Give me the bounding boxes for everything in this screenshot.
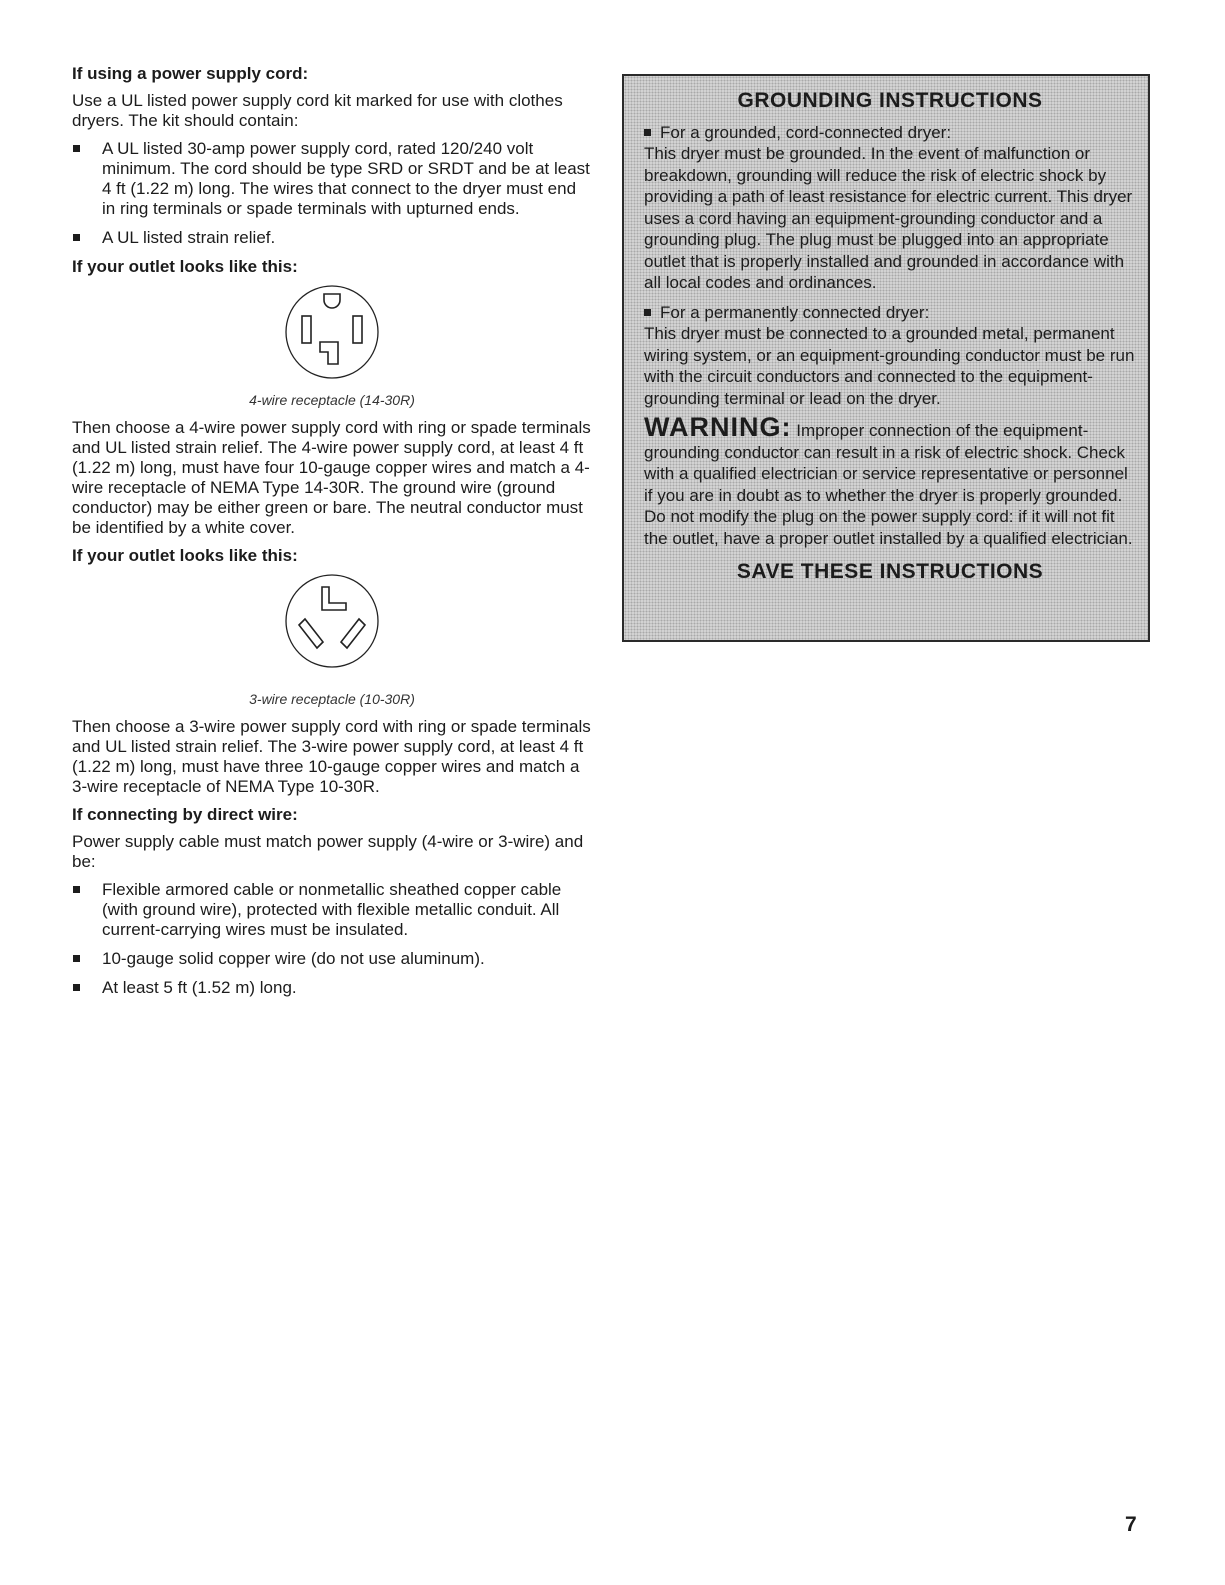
cord-kit-list (72, 139, 592, 248)
bullet-icon (73, 984, 80, 991)
direct-wire-intro: Power supply cable must match power supply (4-wire or 3-wire) and be: (72, 832, 584, 871)
outlet-heading-4-wire: If your outlet looks like this: (72, 257, 298, 276)
figure-caption: 4-wire receptacle (14-30R) (249, 392, 415, 408)
four-wire-receptacle-icon (284, 284, 380, 380)
page-number: 7 (1125, 1513, 1137, 1536)
bullet-icon (644, 129, 651, 136)
direct-wire-heading: If connecting by direct wire: (72, 805, 298, 824)
bullet-icon (73, 145, 80, 152)
four-wire-text: Then choose a 4-wire power supply cord with ring or spade terminals and UL listed strain relief. The 4-wire power supply cord, at least 4 ft (1.22 m) long, must have four 10-gauge copper wires and match a 4-wire receptacle of NEMA Type 14-30R. The ground wire (ground conductor) may be either green or bare. The neutral conductor must be identified by a white cover. (72, 418, 591, 537)
warning-text: Improper connection of the equipment-grounding conductor can result in a risk of electric shock. Check with a qualified electrician or service representative or personnel if you are in doubt as to whether the dryer is properly grounded. Do not modify the plug on the power supply cord: if it will not fit the outlet, have a proper outlet installed by a qualified electrician. (644, 421, 1133, 548)
cord-heading: If using a power supply cord: (72, 64, 309, 83)
bullet-icon (73, 234, 80, 241)
list-item (72, 228, 592, 248)
cord-connected-section (644, 122, 1136, 294)
permanent-connection-text: This dryer must be connected to a grounded metal, permanent wiring system, or an equipment-grounding conductor must be run with the circuit conductors and connected to the equipment-grounding terminal or lead on the dryer. (644, 324, 1135, 408)
bullet-icon (644, 309, 651, 316)
list-item (72, 880, 592, 940)
left-column (72, 64, 592, 1007)
warning-section (644, 412, 1136, 549)
save-instructions: SAVE THESE INSTRUCTIONS (736, 560, 1044, 583)
list-item-text: A UL listed 30-amp power supply cord, rated 120/240 volt minimum. The cord should be type SRD or SRDT and be at least 4 ft (1.22 m) long. The wires that connect to the dryer must end in ring terminals or spade terminals with upturned ends. (102, 139, 590, 218)
permanent-connection-label: For a permanently connected dryer: (660, 302, 930, 322)
list-item (72, 139, 592, 219)
three-wire-receptacle-icon (284, 573, 380, 669)
cord-connected-text: This dryer must be grounded. In the event of malfunction or breakdown, grounding will reduce the risk of electric shock by providing a path of least resistance for electric current. This dryer uses a cord having an equipment-grounding conductor and a grounding plug. The plug must be plugged into an appropriate outlet that is properly installed and grounded in accordance with all local codes and ordinances. (644, 144, 1133, 292)
list-item (72, 978, 592, 998)
cord-intro: Use a UL listed power supply cord kit marked for use with clothes dryers. The kit should contain: (72, 91, 563, 130)
figure-3-wire (72, 573, 592, 707)
three-wire-text: Then choose a 3-wire power supply cord with ring or spade terminals and UL listed strain relief. The 3-wire power supply cord, at least 4 ft (1.22 m) long, must have three 10-gauge copper wires and match a 3-wire receptacle of NEMA Type 10-30R. (72, 717, 591, 796)
list-item-text: At least 5 ft (1.52 m) long. (102, 978, 297, 997)
list-item-text: Flexible armored cable or nonmetallic sheathed copper cable (with ground wire), protected with flexible metallic conduit. All current-carrying wires must be insulated. (102, 880, 562, 939)
outlet-heading-3-wire: If your outlet looks like this: (72, 546, 298, 565)
direct-wire-list (72, 880, 592, 998)
bullet-icon (73, 955, 80, 962)
bullet-icon (73, 886, 80, 893)
figure-caption: 3-wire receptacle (10-30R) (249, 691, 415, 707)
permanent-connection-section (644, 302, 1136, 410)
grounding-instructions-box (622, 74, 1150, 642)
warning-label: WARNING: (644, 412, 792, 442)
grounding-title: GROUNDING INSTRUCTIONS (737, 89, 1043, 112)
list-item-text: A UL listed strain relief. (102, 228, 276, 247)
cord-connected-label: For a grounded, cord-connected dryer: (660, 122, 952, 142)
list-item-text: 10-gauge solid copper wire (do not use aluminum). (102, 949, 485, 968)
list-item (72, 949, 592, 969)
figure-4-wire (72, 284, 592, 408)
